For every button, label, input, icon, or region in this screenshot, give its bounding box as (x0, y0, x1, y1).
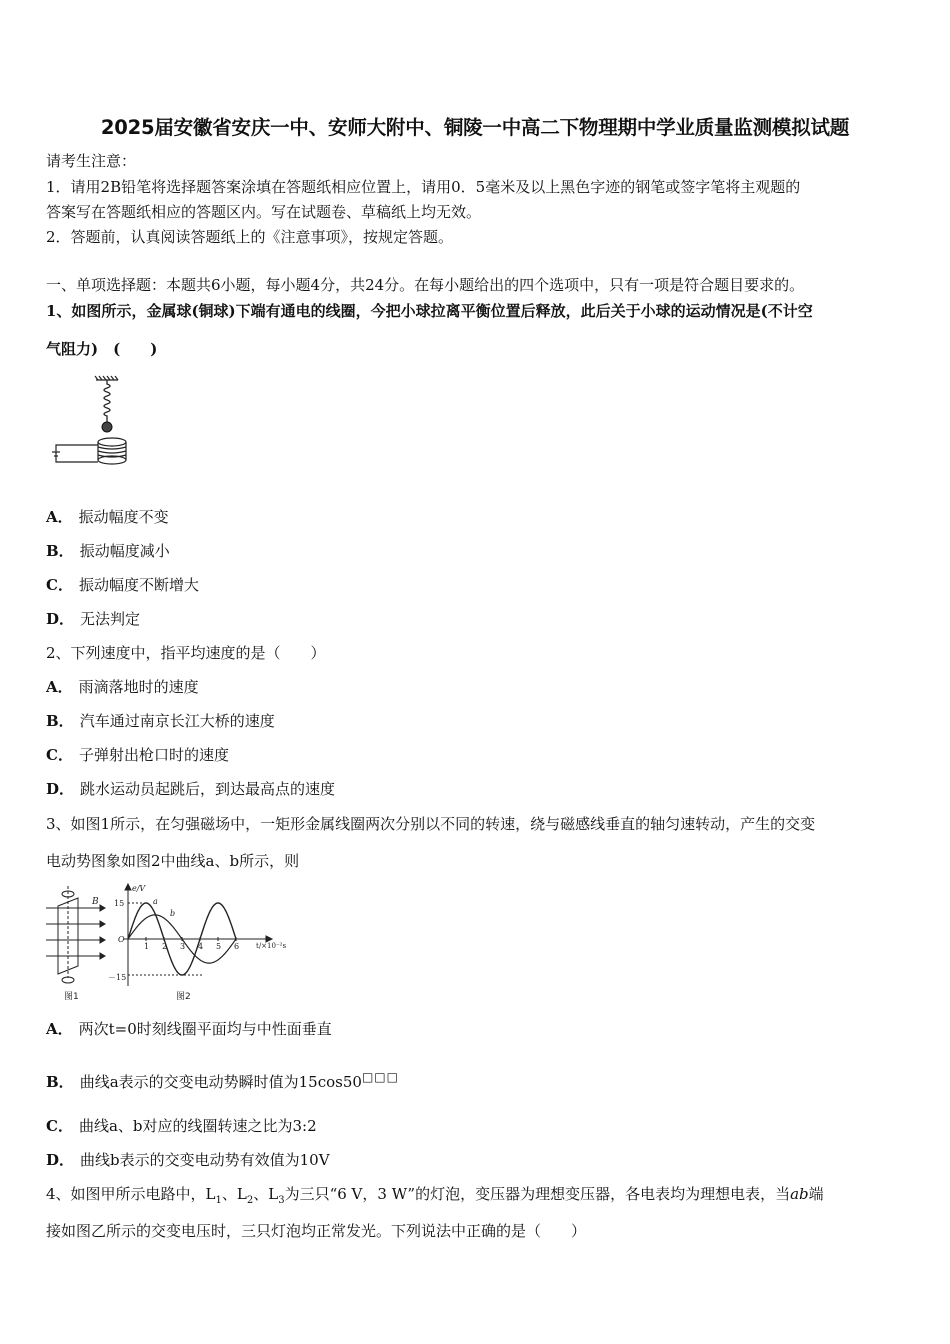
fig2-curve-a-label: a (153, 897, 158, 906)
spring (104, 380, 110, 422)
fig1-field-lines (46, 905, 105, 959)
option-text: 振动幅度减小 (79, 542, 170, 560)
q1-option-d (46, 610, 140, 628)
x-tick-label: 1 (144, 942, 150, 951)
option-text: 两次t=0时刻线圈平面均与中性面垂直 (78, 1020, 332, 1038)
q4-sep-2: 、L (253, 1185, 279, 1203)
fig1-field-label: B (92, 897, 99, 907)
fig1-caption: 图1 (64, 992, 79, 1002)
q2-option-c (46, 746, 229, 764)
q2-option-b (46, 712, 275, 730)
notice-heading: 请考生注意： (46, 152, 137, 170)
option-text: 子弹射出枪口时的速度 (78, 746, 229, 764)
x-tick-label: 3 (180, 942, 186, 951)
x-tick-label: 4 (198, 942, 204, 951)
option-label: C． (46, 1117, 73, 1135)
option-label: C． (46, 746, 73, 764)
option-label: B． (46, 542, 74, 560)
option-text: 振动幅度不变 (78, 508, 169, 526)
option-label: C． (46, 576, 73, 594)
q3-option-d (46, 1151, 330, 1169)
ceiling-support (95, 376, 118, 380)
q4-text-1: 4、如图甲所示电路中，L (46, 1185, 216, 1203)
q3-option-c (46, 1117, 317, 1135)
q4-ab: ab (790, 1185, 809, 1203)
notice-line-1a: 1．请用2B铅笔将选择题答案涂填在答题纸相应位置上，请用0．5毫米及以上黑色字迹的钢笔或签字笔将主观题的 (46, 178, 801, 196)
q1-spring-coil-figure (46, 372, 136, 470)
fig2-y-min-label: －15 (108, 973, 127, 982)
option-text: 曲线a表示的交变电动势瞬时值为15cos50 (79, 1073, 362, 1091)
fig2-origin-label: O (118, 935, 125, 944)
option-label: A． (46, 678, 73, 696)
fig2-caption: 图2 (176, 992, 191, 1002)
q1-option-b (46, 542, 170, 560)
q3-coil-and-graph-figure (44, 882, 294, 1004)
q4-sep-1: 、L (221, 1185, 247, 1203)
option-label: D． (46, 780, 75, 798)
q2-option-a (46, 678, 199, 696)
option-label: D． (46, 610, 75, 628)
q4-text-3: 端 (808, 1185, 824, 1203)
q4-sub-1: 1 (215, 1195, 222, 1206)
q4-sub-3: 3 (278, 1195, 285, 1206)
page-title: 2025届安徽省安庆一中、安师大附中、铜陵一中高二下物理期中学业质量监测模拟试题 (100, 116, 850, 139)
circuit-wire (52, 445, 98, 462)
fig1-coil (58, 886, 78, 983)
x-tick-label: 5 (216, 942, 222, 951)
fig2-axes (124, 884, 272, 986)
option-text: 曲线b表示的交变电动势有效值为10V (80, 1151, 330, 1169)
coil (98, 438, 126, 464)
missing-glyphs: □□□ (361, 1070, 399, 1084)
option-label: B． (46, 712, 74, 730)
option-text: 汽车通过南京长江大桥的速度 (79, 712, 275, 730)
fig2-y-axis-label: e/V (132, 884, 146, 893)
q1-option-c (46, 576, 199, 594)
q4-text-2: 为三只“6 V，3 W”的灯泡，变压器为理想变压器，各电表均为理想电表，当 (284, 1185, 791, 1203)
option-text: 曲线a、b对应的线圈转速之比为3:2 (78, 1117, 317, 1135)
fig2-y-max-label: 15 (114, 899, 125, 908)
q1-stem-a: 1、如图所示，金属球(铜球)下端有通电的线圈，今把小球拉离平衡位置后释放，此后关于小球的运动情况是(不计空 (46, 302, 813, 320)
copper-ball (102, 422, 112, 432)
q1-stem-b: 气阻力) ( ) (46, 340, 158, 358)
option-label: A． (46, 1020, 73, 1038)
option-label: B． (46, 1073, 74, 1091)
option-label: D． (46, 1151, 75, 1169)
q3-stem-a: 3、如图1所示，在匀强磁场中，一矩形金属线圈两次分别以不同的转速，绕与磁感线垂直的轴匀速转动，产生的交变 (46, 815, 816, 833)
option-label: A． (46, 508, 73, 526)
q4-stem-a (46, 1185, 824, 1210)
x-tick-label: 2 (162, 942, 168, 951)
x-tick-label: 6 (234, 942, 240, 951)
option-text: 无法判定 (80, 610, 141, 628)
q4-stem-b: 接如图乙所示的交变电压时，三只灯泡均正常发光。下列说法中正确的是（ ） (46, 1222, 587, 1240)
q2-option-d (46, 780, 335, 798)
fig2-curve-b-label: b (170, 909, 176, 918)
option-text: 跳水运动员起跳后，到达最高点的速度 (80, 780, 336, 798)
notice-line-1b: 答案写在答题纸相应的答题区内。写在试题卷、草稿纸上均无效。 (46, 203, 482, 221)
option-text: 振动幅度不断增大 (78, 576, 199, 594)
option-text: 雨滴落地时的速度 (78, 678, 199, 696)
q2-stem: 2、下列速度中，指平均速度的是（ ） (46, 644, 326, 662)
fig2-x-axis-label: t/×10⁻²s (256, 942, 287, 950)
section-heading: 一、单项选择题：本题共6小题，每小题4分，共24分。在每小题给出的四个选项中，只有一项是符合题目要求的。 (46, 276, 805, 294)
q1-option-a (46, 508, 169, 526)
q3-option-a (46, 1020, 332, 1038)
q4-sub-2: 2 (246, 1195, 254, 1206)
q3-stem-b: 电动势图象如图2中曲线a、b所示，则 (46, 852, 300, 870)
notice-line-2: 2．答题前，认真阅读答题纸上的《注意事项》，按规定答题。 (46, 228, 454, 246)
q3-option-b (46, 1068, 399, 1091)
